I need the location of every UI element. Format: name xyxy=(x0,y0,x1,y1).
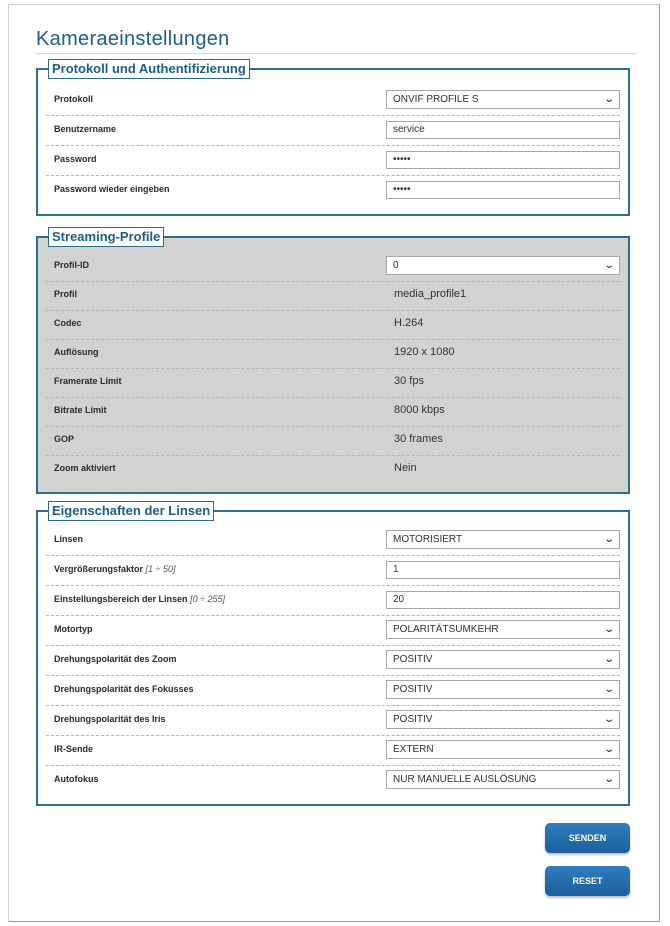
section-streaming-profiles xyxy=(36,229,630,494)
row-label: Zoom aktiviert xyxy=(54,463,116,473)
chevron-down-icon: ⌄ xyxy=(602,684,615,695)
focus-polarity-select[interactable] xyxy=(386,680,620,699)
chevron-down-icon: ⌄ xyxy=(602,260,615,271)
row-bitrate xyxy=(46,397,620,427)
row-label: Bitrate Limit xyxy=(54,405,107,415)
row-label: Protokoll xyxy=(54,94,94,104)
row-label: Framerate Limit xyxy=(54,376,122,386)
row-label: Vergrößerungsfaktor [1 ÷ 50] xyxy=(54,564,176,574)
zoom-factor-input[interactable]: 1 xyxy=(386,561,620,579)
row-label: Drehungspolarität des Iris xyxy=(54,714,166,724)
select-value: 0 xyxy=(393,260,399,271)
row-password xyxy=(46,146,620,176)
motor-type-select[interactable] xyxy=(386,620,620,639)
page-title: Kameraeinstellungen xyxy=(36,28,230,50)
row-ir-sender xyxy=(46,736,620,766)
row-gop xyxy=(46,426,620,456)
chevron-down-icon: ⌄ xyxy=(602,94,615,105)
row-focus-polarity xyxy=(46,676,620,706)
section-legend: Streaming-Profile xyxy=(48,227,164,247)
row-value: H.264 xyxy=(394,317,424,329)
row-label: Linsen xyxy=(54,534,84,544)
section-legend: Eigenschaften der Linsen xyxy=(48,501,214,521)
select-value: MOTORISIERT xyxy=(393,534,463,545)
password-input[interactable]: ••••• xyxy=(386,151,620,169)
row-lens xyxy=(46,526,620,556)
select-value: ONVIF PROFILE S xyxy=(393,94,479,105)
autofocus-select[interactable] xyxy=(386,770,620,789)
iris-polarity-select[interactable] xyxy=(386,710,620,729)
row-value: 8000 kbps xyxy=(394,404,445,416)
row-label: Einstellungsbereich der Linsen [0 ÷ 255] xyxy=(54,594,226,604)
row-label: Drehungspolarität des Zoom xyxy=(54,654,177,664)
section-lens-properties xyxy=(36,503,630,806)
range-hint: [0 ÷ 255] xyxy=(190,594,226,604)
username-input[interactable]: service xyxy=(386,121,620,139)
row-zoom-polarity xyxy=(46,646,620,676)
row-username xyxy=(46,116,620,146)
select-value: POLARITÄTSUMKEHR xyxy=(393,624,499,635)
row-zoom-factor xyxy=(46,556,620,586)
chevron-down-icon: ⌄ xyxy=(602,654,615,665)
row-password-confirm xyxy=(46,176,620,205)
chevron-down-icon: ⌄ xyxy=(602,744,615,755)
row-framerate xyxy=(46,368,620,398)
row-profile xyxy=(46,281,620,311)
chevron-down-icon: ⌄ xyxy=(602,624,615,635)
row-label: Password wieder eingeben xyxy=(54,184,170,194)
row-profile-id xyxy=(46,252,620,282)
row-motor-type xyxy=(46,616,620,646)
protocol-select[interactable] xyxy=(386,90,620,109)
row-label: Profil xyxy=(54,289,78,299)
chevron-down-icon: ⌄ xyxy=(602,714,615,725)
send-button[interactable]: SENDEN xyxy=(545,823,630,853)
chevron-down-icon: ⌄ xyxy=(602,774,615,785)
lens-range-input[interactable]: 20 xyxy=(386,591,620,609)
zoom-polarity-select[interactable] xyxy=(386,650,620,669)
row-label: Motortyp xyxy=(54,624,93,634)
row-label: Password xyxy=(54,154,97,164)
row-label: GOP xyxy=(54,434,75,444)
chevron-down-icon: ⌄ xyxy=(602,534,615,545)
row-value: Nein xyxy=(394,462,417,474)
password-confirm-input[interactable]: ••••• xyxy=(386,181,620,199)
row-label: Drehungspolarität des Fokusses xyxy=(54,684,194,694)
row-value: 30 frames xyxy=(394,433,443,445)
section-protocol-auth xyxy=(36,61,630,216)
row-value: media_profile1 xyxy=(394,288,467,300)
range-hint: [1 ÷ 50] xyxy=(145,564,176,574)
lens-select[interactable] xyxy=(386,530,620,549)
row-lens-range xyxy=(46,586,620,616)
row-resolution xyxy=(46,339,620,369)
row-label: Autofokus xyxy=(54,774,99,784)
row-value: 1920 x 1080 xyxy=(394,346,455,358)
reset-button[interactable]: RESET xyxy=(545,866,630,896)
select-value: POSITIV xyxy=(393,714,433,725)
profile-id-select[interactable] xyxy=(386,256,620,275)
select-value: POSITIV xyxy=(393,684,433,695)
row-label: IR-Sende xyxy=(54,744,94,754)
row-autofocus xyxy=(46,766,620,795)
row-value: 30 fps xyxy=(394,375,424,387)
row-zoom-enabled xyxy=(46,455,620,484)
row-label: Auflösung xyxy=(54,347,99,357)
select-value: POSITIV xyxy=(393,654,433,665)
section-legend: Protokoll und Authentifizierung xyxy=(48,59,250,79)
row-label: Benutzername xyxy=(54,124,117,134)
select-value: NUR MANUELLE AUSLÖSUNG xyxy=(393,774,537,785)
row-protocol xyxy=(46,86,620,116)
select-value: EXTERN xyxy=(393,744,434,755)
title-divider xyxy=(36,53,636,54)
row-label: Profil-ID xyxy=(54,260,89,270)
row-codec xyxy=(46,310,620,340)
row-label: Codec xyxy=(54,318,82,328)
row-iris-polarity xyxy=(46,706,620,736)
ir-sender-select[interactable] xyxy=(386,740,620,759)
